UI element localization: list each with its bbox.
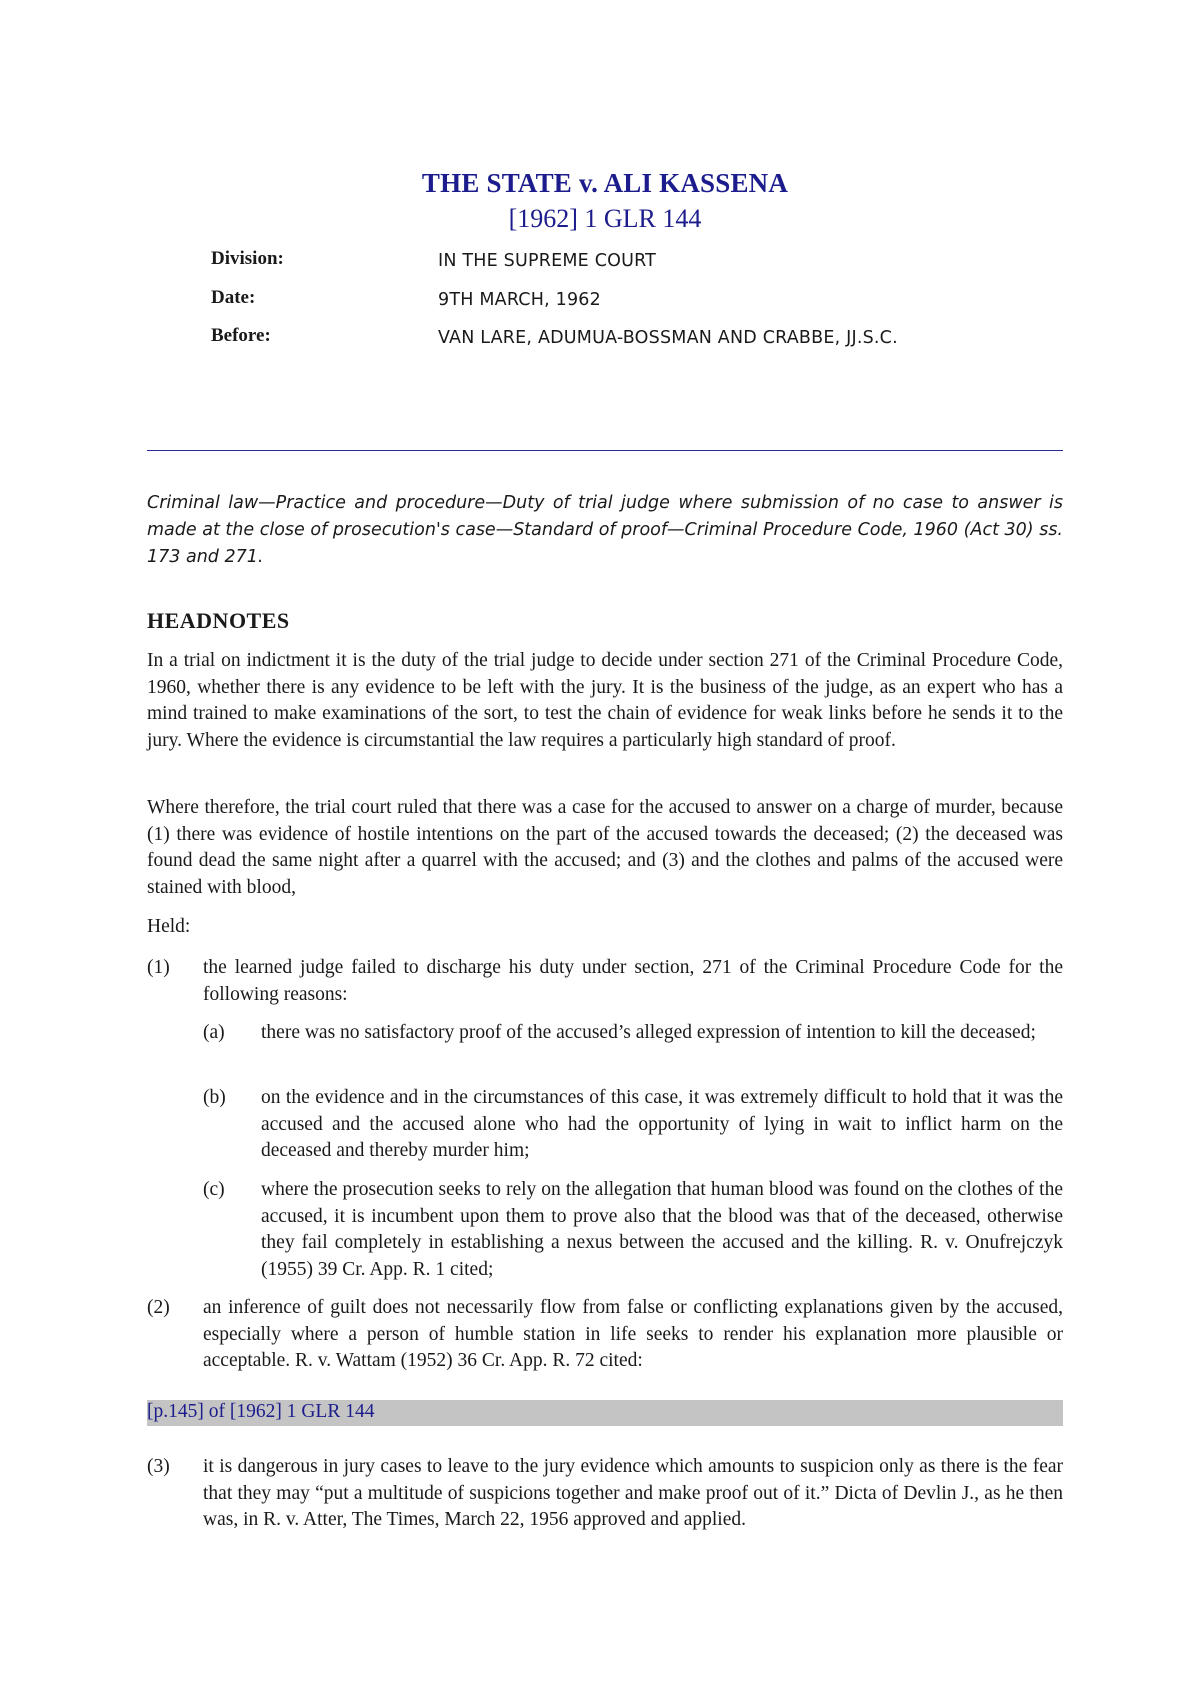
page-marker-link[interactable]: [p.145] of [1962] 1 GLR 144 <box>147 1401 375 1422</box>
before-value: VAN LARE, ADUMUA-BOSSMAN AND CRABBE, JJ.S.C. <box>438 328 898 348</box>
held-item-text: an inference of guilt does not necessarily flow from false or conflicting explanations given by the accused, especially where a person of humble station in life seeks to render his explanation more plausible or acceptable. R. v. Wattam (1952) 36 Cr. App. R. 72 cited: <box>203 1297 1063 1371</box>
catchwords: Criminal law—Practice and procedure—Duty of trial judge where submission of no case to answer is made at the close of prosecution's case—Standard of proof—Criminal Procedure Code, 1960 (Act 30) ss. 173 and 271. <box>147 493 1063 567</box>
headnote-paragraph: Where therefore, the trial court ruled that there was a case for the accused to answer on a charge of murder, because (1) there was evidence of hostile intentions on the part of the accused towards the deceased; (2) the deceased was found dead the same night after a quarrel with the accused; and (3) and the clothes and palms of the accused were stained with blood, <box>147 797 1063 898</box>
date-value: 9TH MARCH, 1962 <box>438 290 601 310</box>
held-item-text: it is dangerous in jury cases to leave to the jury evidence which amounts to suspicion only as there is the fear that they may “put a multitude of suspicions together and make proof out of it.” Dicta of Devlin J., as he then was, in R. v. Atter, The Times, March 22, 1956 approved and applied. <box>203 1456 1063 1530</box>
division-label: Division: <box>211 248 284 269</box>
case-title: THE STATE v. ALI KASSENA <box>421 168 789 198</box>
held-item-number: (1) <box>147 957 170 978</box>
held-subitem-letter: (c) <box>203 1179 225 1200</box>
held-item-text: the learned judge failed to discharge his duty under section, 271 of the Criminal Procedure Code for the following reasons: <box>203 957 1063 1005</box>
held-subitem-letter: (b) <box>203 1087 226 1108</box>
page-marker-bar <box>147 1400 1063 1426</box>
held-subitem-letter: (a) <box>203 1022 225 1043</box>
held-item-number: (3) <box>147 1456 170 1477</box>
before-label: Before: <box>211 325 271 346</box>
headnotes-heading: HEADNOTES <box>147 608 290 633</box>
header-divider <box>147 450 1063 451</box>
held-subitem-text: there was no satisfactory proof of the accused’s alleged expression of intention to kill the deceased; <box>261 1022 1036 1043</box>
held-subitem-text: on the evidence and in the circumstances of this case, it was extremely difficult to hold that it was the accused and the accused alone who had the opportunity of lying in wait to inflict harm on the deceased and thereby murder him; <box>261 1087 1063 1161</box>
date-label: Date: <box>211 287 256 308</box>
division-value: IN THE SUPREME COURT <box>438 251 657 271</box>
held-label: Held: <box>147 916 191 937</box>
held-subitem-text: where the prosecution seeks to rely on the allegation that human blood was found on the clothes of the accused, it is incumbent upon them to prove also that the blood was that of the deceased, otherwise they fail completely in establishing a nexus between the accused and the killing. R. v. Onufrejczyk (1955) 39 Cr. App. R. 1 cited; <box>261 1179 1063 1280</box>
held-item-number: (2) <box>147 1297 170 1318</box>
headnote-paragraph: In a trial on indictment it is the duty of the trial judge to decide under section 271 of the Criminal Procedure Code, 1960, whether there is any evidence to be left with the jury. It is the business of the judge, as an expert who has a mind trained to make examinations of the sort, to test the chain of evidence for weak links before he sends it to the jury. Where the evidence is circumstantial the law requires a particularly high standard of proof. <box>147 650 1063 751</box>
case-citation: [1962] 1 GLR 144 <box>508 204 702 233</box>
